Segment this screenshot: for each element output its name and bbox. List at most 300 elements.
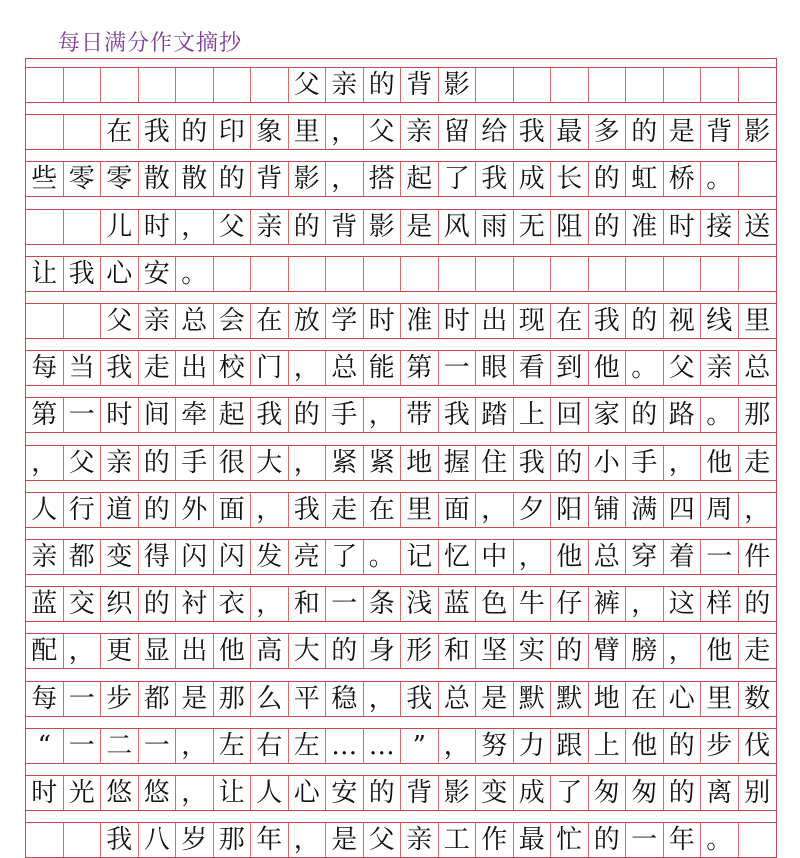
grid-cell: 起 [401,162,439,196]
grid-cell: 亲 [251,210,289,244]
grid-cell: 的 [551,634,589,668]
grid-cell: 父 [364,823,402,857]
grid-cell: 现 [514,304,552,338]
grid-cell: 一 [626,823,664,857]
grid-cell: 里 [289,115,327,149]
grid-cell: 的 [626,115,664,149]
grid-cell: 条 [364,587,402,621]
grid-cell: 他 [701,634,739,668]
grid-cell: 。 [364,540,402,574]
grid-cell: 闪 [214,540,252,574]
grid-cell: ， [364,682,402,716]
grid-cell [26,304,64,338]
essay-row [26,492,776,528]
grid-cell: 么 [251,682,289,716]
grid-cell: 总 [176,304,214,338]
essay-row [26,67,776,103]
grid-cell: 是 [401,210,439,244]
grid-cell: 左 [289,729,327,763]
grid-cell: 大 [251,446,289,480]
grid-cell: 中 [476,540,514,574]
grid-cell: 夕 [514,493,552,527]
essay-row [26,397,776,433]
grid-cell: 作 [476,823,514,857]
grid-cell: 时 [26,776,64,810]
grid-cell: 的 [289,398,327,432]
grid-cell: 。 [176,257,214,291]
essay-row [26,539,776,575]
grid-cell: 在 [364,493,402,527]
grid-cell: 搭 [364,162,402,196]
grid-cell: 都 [139,682,177,716]
grid-cell: 他 [214,634,252,668]
grid-cell: 父 [664,351,702,385]
grid-cell: 的 [551,446,589,480]
grid-cell: 的 [176,115,214,149]
grid-cell [739,823,777,857]
grid-cell: 亲 [326,68,364,102]
grid-cell: 左 [214,729,252,763]
grid-cell: 总 [744,353,771,384]
grid-cell: 的 [289,210,327,244]
grid-cell: 最 [514,823,552,857]
grid-cell: 紧 [326,446,364,480]
grid-cell [64,210,102,244]
grid-cell: 默 [551,682,589,716]
grid-cell: 努 [476,729,514,763]
grid-cell: 手 [626,446,664,480]
grid-cell [476,257,514,291]
grid-cell: 的 [364,68,402,102]
grid-cell: 准 [626,210,664,244]
grid-cell: 影 [439,776,477,810]
grid-cell: 在 [551,304,589,338]
grid-cell: 满 [626,493,664,527]
grid-cell: 那 [214,682,252,716]
essay-row [26,586,776,622]
grid-cell: 坚 [476,634,514,668]
grid-cell: 的 [664,729,702,763]
grid-cell: ， [26,446,64,480]
grid-cell: 衬 [176,587,214,621]
grid-cell: 一 [326,587,364,621]
grid-cell: 变 [476,776,514,810]
grid-cell: 这 [664,587,702,621]
grid-cell: 件 [744,542,771,572]
grid-cell: 样 [701,587,739,621]
grid-cell [589,68,627,102]
grid-cell [26,115,64,149]
grid-cell: 零 [64,162,102,196]
grid-cell: 记 [401,540,439,574]
grid-cell: 了 [551,776,589,810]
grid-cell: 紧 [364,446,402,480]
grid-cell: 雨 [476,210,514,244]
grid-cell: 外 [176,493,214,527]
grid-cell: 面 [439,493,477,527]
grid-cell: 里 [744,306,771,336]
grid-cell: 每 [26,682,64,716]
grid-cell: 给 [476,115,514,149]
grid-cell: 时 [364,304,402,338]
grid-cell: 我 [401,682,439,716]
grid-cell: 桥 [664,162,702,196]
grid-cell: 工 [439,823,477,857]
grid-cell [214,257,252,291]
essay-row [26,161,776,197]
grid-cell: 那 [214,823,252,857]
grid-cell: 踏 [476,398,514,432]
grid-cell: 和 [289,587,327,621]
grid-cell: 人 [251,776,289,810]
essay-row [26,303,776,339]
grid-cell: 高 [251,634,289,668]
grid-cell: 的 [139,493,177,527]
grid-cell: ， [176,729,214,763]
essay-row [26,681,776,717]
grid-cell: 都 [64,540,102,574]
grid-cell: 铺 [589,493,627,527]
essay-row [26,822,776,858]
grid-cell: 道 [101,493,139,527]
grid-cell: 亲 [26,540,64,574]
grid-cell: 亲 [401,823,439,857]
grid-cell: 他 [589,351,627,385]
grid-cell: 看 [514,351,552,385]
grid-cell: ， [251,493,289,527]
grid-cell: 是 [326,823,364,857]
grid-cell: ， [289,823,327,857]
grid-cell: 时 [101,398,139,432]
grid-cell: 影 [364,210,402,244]
grid-cell: 仔 [551,587,589,621]
grid-cell: 无 [514,210,552,244]
grid-cell: 上 [589,729,627,763]
grid-cell: 悠 [101,776,139,810]
grid-cell: 的 [589,210,627,244]
grid-cell: 织 [101,587,139,621]
grid-cell: 家 [589,398,627,432]
grid-cell: 散 [139,162,177,196]
grid-cell: 学 [326,304,364,338]
essay-row [26,209,776,245]
grid-cell: 影 [289,162,327,196]
grid-cell: 第 [26,398,64,432]
grid-cell: 是 [664,115,702,149]
grid-cell: ， [476,493,514,527]
grid-cell: 牛 [514,587,552,621]
grid-cell: 接 [701,210,739,244]
grid-cell: 数 [744,683,771,714]
grid-cell: 亲 [701,351,739,385]
grid-cell: 背 [401,68,439,102]
grid-cell: 我 [64,257,102,291]
grid-cell: 虹 [626,162,664,196]
grid-cell: 是 [176,682,214,716]
grid-cell: 在 [251,304,289,338]
grid-cell [739,68,777,102]
grid-cell: 悠 [139,776,177,810]
grid-cell: 着 [664,540,702,574]
grid-cell [476,68,514,102]
grid-cell: 走 [744,447,771,478]
grid-cell [26,68,64,102]
grid-cell: 。 [701,823,739,857]
grid-cell: 穿 [626,540,664,574]
grid-cell [589,257,627,291]
grid-cell [551,68,589,102]
grid-cell: 儿 [101,210,139,244]
grid-cell: 。 [626,351,664,385]
grid-cell: 地 [401,446,439,480]
grid-cell: 一 [64,729,102,763]
grid-cell: 一 [139,729,177,763]
grid-cell: 的 [139,587,177,621]
grid-cell: 力 [514,729,552,763]
grid-cell [26,823,64,857]
grid-cell: ， [176,776,214,810]
grid-cell: 臂 [589,634,627,668]
grid-cell: 背 [251,162,289,196]
grid-cell [251,257,289,291]
grid-cell: 别 [744,778,771,808]
grid-cell: ， [289,446,327,480]
grid-cell: 当 [64,351,102,385]
grid-cell: 路 [664,398,702,432]
grid-cell [664,68,702,102]
grid-cell: 放 [289,304,327,338]
grid-cell: 蓝 [439,587,477,621]
grid-cell: 背 [401,776,439,810]
grid-cell: 父 [101,304,139,338]
grid-cell: 膀 [626,634,664,668]
grid-cell: 留 [439,115,477,149]
essay-row [26,256,776,292]
grid-cell [739,162,777,196]
grid-cell [176,68,214,102]
grid-cell: 阻 [551,210,589,244]
grid-cell: 风 [439,210,477,244]
grid-cell: “ [26,729,64,763]
grid-cell: 了 [439,162,477,196]
grid-cell: ， [664,446,702,480]
grid-cell: 忆 [439,540,477,574]
grid-cell: 我 [589,304,627,338]
grid-cell: 大 [289,634,327,668]
grid-cell: 成 [514,162,552,196]
essay-row [26,350,776,386]
grid-cell: 亲 [139,304,177,338]
grid-cell: 成 [514,776,552,810]
grid-cell: 。 [701,162,739,196]
grid-cell: 起 [214,398,252,432]
grid-cell: 时 [139,210,177,244]
grid-cell: 带 [401,398,439,432]
grid-cell: 上 [514,398,552,432]
grid-cell: 让 [26,257,64,291]
grid-cell: 父 [289,68,327,102]
grid-cell [326,257,364,291]
grid-cell: 散 [176,162,214,196]
grid-cell: 心 [101,257,139,291]
grid-cell: 得 [139,540,177,574]
grid-cell: 我 [289,493,327,527]
grid-cell: 发 [251,540,289,574]
header-title: 每日满分作文摘抄 [58,31,243,56]
grid-cell: 默 [514,682,552,716]
grid-cell: 里 [701,682,739,716]
grid-cell: 岁 [176,823,214,857]
grid-cell: 他 [626,729,664,763]
grid-cell: 忙 [551,823,589,857]
grid-cell: 的 [589,162,627,196]
essay-row [26,728,776,764]
grid-cell [739,257,777,291]
grid-cell: ， [64,634,102,668]
grid-cell [401,257,439,291]
grid-cell: 眼 [476,351,514,385]
grid-cell: 二 [101,729,139,763]
grid-cell: 我 [476,162,514,196]
grid-cell: 线 [701,304,739,338]
grid-cell: 实 [514,634,552,668]
grid-cell: 时 [439,304,477,338]
grid-cell: 步 [101,682,139,716]
grid-cell: 在 [101,115,139,149]
grid-cell: 裤 [589,587,627,621]
grid-cell: 校 [214,351,252,385]
grid-cell: ， [326,115,364,149]
grid-cell: 总 [439,682,477,716]
essay-row [26,633,776,669]
grid-cell: 平 [289,682,327,716]
grid-cell: 住 [476,446,514,480]
grid-cell: … [364,729,402,763]
grid-cell: 和 [439,634,477,668]
grid-cell: 那 [744,400,771,431]
grid-cell [214,68,252,102]
grid-cell: 出 [176,351,214,385]
grid-cell: 步 [701,729,739,763]
essay-row [26,775,776,811]
grid-cell [101,68,139,102]
grid-cell [439,257,477,291]
grid-cell [26,210,64,244]
grid-cell: 一 [64,398,102,432]
grid-cell: 色 [476,587,514,621]
grid-cell [289,257,327,291]
grid-cell: 时 [664,210,702,244]
grid-cell: 是 [476,682,514,716]
grid-cell: 了 [326,540,364,574]
grid-cell [64,68,102,102]
grid-cell: 走 [139,351,177,385]
grid-cell: 的 [139,446,177,480]
grid-cell: 我 [101,351,139,385]
grid-cell: 交 [64,587,102,621]
grid-cell: 的 [589,823,627,857]
grid-cell: 视 [664,304,702,338]
grid-cell: 右 [251,729,289,763]
grid-cell: 在 [626,682,664,716]
grid-cell: 一 [701,540,739,574]
grid-cell: 蓝 [26,587,64,621]
grid-cell [626,68,664,102]
grid-cell [64,115,102,149]
grid-cell: 门 [251,351,289,385]
grid-cell: 总 [589,540,627,574]
grid-cell: 背 [326,210,364,244]
grid-cell: 最 [551,115,589,149]
grid-cell: ， [439,729,477,763]
grid-cell: ” [401,729,439,763]
grid-cell: 年 [251,823,289,857]
grid-cell: 影 [744,117,771,148]
grid-cell: 伐 [744,730,771,761]
grid-cell: 更 [101,634,139,668]
grid-cell: ， [514,540,552,574]
grid-cell: ， [744,494,771,525]
grid-cell: 匆 [626,776,664,810]
grid-cell: 八 [139,823,177,857]
grid-cell: 我 [514,115,552,149]
grid-cell [139,68,177,102]
grid-cell: 让 [214,776,252,810]
grid-cell: 象 [251,115,289,149]
composition-paper [25,58,777,858]
grid-cell: 变 [101,540,139,574]
grid-cell: 多 [589,115,627,149]
grid-cell: 形 [401,634,439,668]
grid-cell: … [326,729,364,763]
grid-cell: 的 [664,776,702,810]
grid-cell: 阳 [551,493,589,527]
grid-cell: 一 [64,682,102,716]
grid-cell: 准 [401,304,439,338]
grid-cell: 的 [214,162,252,196]
grid-cell: 的 [326,634,364,668]
grid-cell: ， [364,398,402,432]
grid-cell: 父 [214,210,252,244]
grid-cell [551,257,589,291]
grid-cell: 亮 [289,540,327,574]
grid-cell: 手 [176,446,214,480]
grid-cell: ， [626,587,664,621]
grid-cell: 握 [439,446,477,480]
grid-cell: 人 [26,493,64,527]
grid-cell: 走 [744,636,771,667]
grid-cell: 一 [439,351,477,385]
grid-cell: 显 [139,634,177,668]
grid-cell: 的 [626,398,664,432]
grid-cell: 安 [326,776,364,810]
grid-cell: ， [176,210,214,244]
grid-cell: 回 [551,398,589,432]
grid-cell: 的 [364,776,402,810]
grid-cell: 里 [401,493,439,527]
grid-cell [626,257,664,291]
grid-cell: ， [326,162,364,196]
grid-cell: 。 [701,398,739,432]
grid-cell: 走 [326,493,364,527]
grid-cell: 我 [251,398,289,432]
grid-cell: 会 [214,304,252,338]
grid-cell: 父 [364,115,402,149]
grid-cell: 浅 [401,587,439,621]
grid-cell: 心 [289,776,327,810]
grid-cell: ， [664,634,702,668]
grid-cell: 配 [26,634,64,668]
